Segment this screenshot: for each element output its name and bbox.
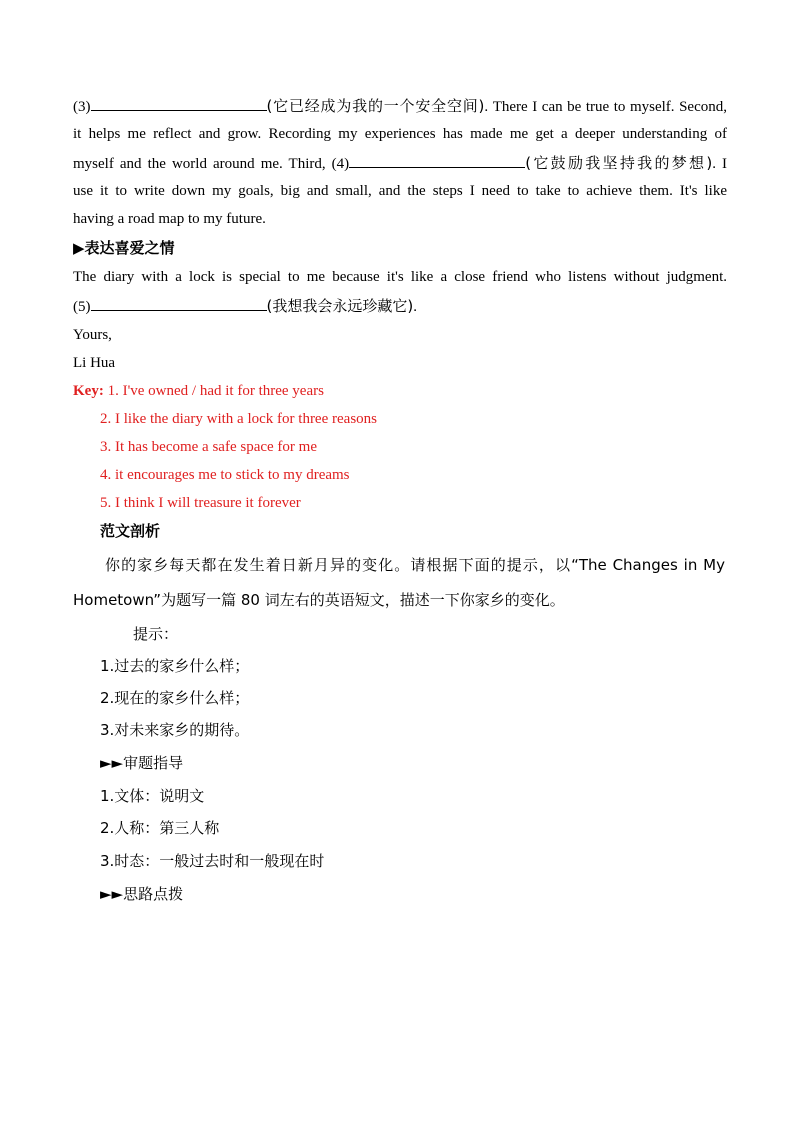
sentence-text: . I: [712, 156, 727, 172]
blank-number: (5): [73, 299, 91, 315]
hint-item: 1.过去的家乡什么样；: [100, 657, 250, 675]
key-item: 3. It has become a safe space for me: [100, 439, 317, 455]
key-answer: 1. I've owned / had it for three years: [107, 383, 324, 399]
blank-number: (3): [73, 99, 91, 115]
paragraph-line: [73, 153, 727, 174]
chinese-hint: (它鼓励我坚持我的梦想): [525, 154, 713, 172]
chinese-hint: (它已经成为我的一个安全空间): [266, 97, 485, 115]
sentence-text: .: [413, 299, 417, 315]
paragraph-line: use it to write down my goals, big and small, and the steps I need to take to achieve them. It's like: [73, 183, 727, 199]
guide-item: 1.文体：说明文: [100, 787, 205, 805]
hint-item: 3.对未来家乡的期待。: [100, 721, 250, 739]
section-heading: ▶表达喜爱之情: [73, 239, 175, 257]
paragraph-line: [73, 96, 727, 117]
analysis-heading: 范文剖析: [100, 522, 161, 540]
paragraph-line: having a road map to my future.: [73, 211, 266, 227]
paragraph-line: The diary with a lock is special to me because it's like a close friend who listens without judgment.: [73, 269, 727, 285]
guide-item: 3.时态：一般过去时和一般现在时: [100, 852, 325, 870]
paragraph-line: [73, 296, 417, 317]
key-item: 5. I think I will treasure it forever: [100, 495, 301, 511]
idea-heading: ►►思路点拨: [100, 885, 184, 903]
key-item: [73, 381, 324, 401]
prompt-line: 你的家乡每天都在发生着日新月异的变化。请根据下面的提示，以“The Changes in My: [105, 556, 725, 574]
key-label: Key:: [73, 383, 104, 399]
guide-heading: ►►审题指导: [100, 754, 184, 772]
closing: Yours,: [73, 327, 112, 343]
signature: Li Hua: [73, 355, 116, 371]
answer-blank[interactable]: [91, 296, 267, 311]
answer-blank[interactable]: [349, 153, 525, 168]
guide-item: 2.人称：第三人称: [100, 819, 220, 837]
answer-blank[interactable]: [91, 96, 267, 111]
sentence-text: myself and the world around me. Third, (4): [73, 156, 350, 172]
hint-item: 2.现在的家乡什么样；: [100, 689, 250, 707]
prompt-line: Hometown”为题写一篇 80 词左右的英语短文，描述一下你家乡的变化。: [73, 591, 565, 609]
key-item: 2. I like the diary with a lock for three reasons: [100, 411, 377, 427]
chinese-hint: (我想我会永远珍藏它): [266, 297, 414, 315]
sentence-text: . There I can be true to myself. Second,: [484, 99, 727, 115]
paragraph-line: it helps me reflect and grow. Recording my experiences has made me get a deeper understanding of: [73, 126, 727, 142]
key-item: 4. it encourages me to stick to my dreams: [100, 467, 350, 483]
hint-label: 提示：: [133, 625, 179, 643]
